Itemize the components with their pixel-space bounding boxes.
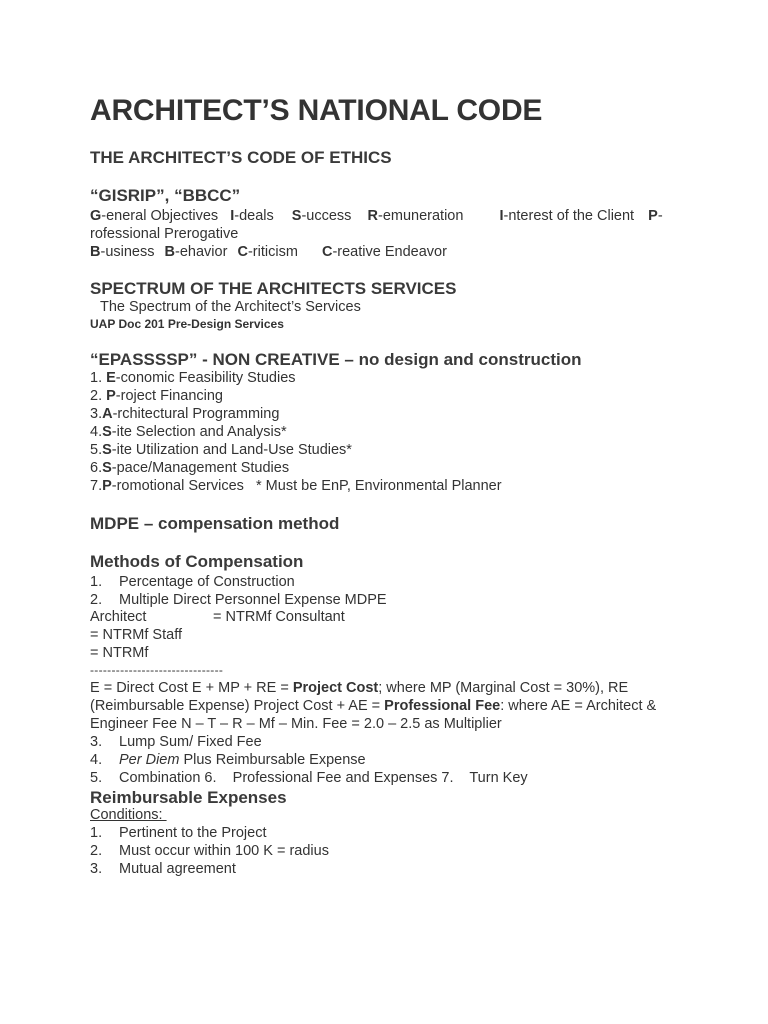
ntrmf-line: = NTRMf xyxy=(90,645,149,661)
compensation-heading: Methods of Compensation xyxy=(90,552,304,571)
bbcc-term: C-riticism xyxy=(237,244,298,260)
gisrip-term: P- xyxy=(648,208,663,224)
list-item: 2. Must occur within 100 K = radius xyxy=(90,843,329,859)
spectrum-subheading: The Spectrum of the Architect’s Services xyxy=(100,299,361,315)
gisrip-term: R-emuneration xyxy=(367,208,464,224)
divider-line: ------------------------------- xyxy=(90,663,224,677)
epassssp-heading: “EPASSSSP” - NON CREATIVE – no design and construction xyxy=(90,350,582,369)
spectrum-heading: SPECTRUM OF THE ARCHITECTS SERVICES xyxy=(90,279,457,298)
list-item: 4. Per Diem Plus Reimbursable Expense xyxy=(90,752,366,768)
list-item: 3. Lump Sum/ Fixed Fee xyxy=(90,734,262,750)
list-item: 1. Pertinent to the Project xyxy=(90,825,267,841)
acronyms-heading: “GISRIP”, “BBCC” xyxy=(90,186,241,205)
list-item: 6.S-pace/Management Studies xyxy=(90,460,290,476)
gisrip-term: G-eneral Objectives xyxy=(90,208,219,224)
list-item: 2. P-roject Financing xyxy=(90,388,223,404)
list-item: 5.S-ite Utilization and Land-Use Studies* xyxy=(90,442,352,458)
list-item: 2. Multiple Direct Personnel Expense MDPE xyxy=(90,592,387,608)
list-item: 3. Mutual agreement xyxy=(90,861,236,877)
mdpe-heading: MDPE – compensation method xyxy=(90,514,340,533)
conditions-label: Conditions: xyxy=(90,807,167,823)
list-item: 1. E-conomic Feasibility Studies xyxy=(90,370,296,386)
staff-line: = NTRMf Staff xyxy=(90,627,182,643)
list-item: 3.A-rchitectural Programming xyxy=(90,406,280,422)
architect-value: = NTRMf Consultant xyxy=(213,609,345,625)
gisrip-term: I-nterest of the Client xyxy=(499,208,635,224)
bbcc-term: C-reative Endeavor xyxy=(321,244,447,260)
bbcc-term: B-usiness xyxy=(90,244,155,260)
list-item: 5. Combination 6. Professional Fee and Expenses 7. Turn Key xyxy=(90,770,528,786)
architect-label: Architect xyxy=(90,609,147,625)
uap-doc-label: UAP Doc 201 Pre-Design Services xyxy=(90,317,284,331)
ethics-heading: THE ARCHITECT’S CODE OF ETHICS xyxy=(90,148,392,167)
list-item: 7.P-romotional Services * Must be EnP, Environmental Planner xyxy=(90,478,502,494)
bbcc-term: B-ehavior xyxy=(164,244,228,260)
formula-paragraph: E = Direct Cost E + MP + RE = Project Cost; where MP (Marginal Cost = 30%), RE (Reimbursable Expense) Project Cost + AE = Professional Fee: where AE = Architect & Engineer Fee N – T – R – Mf – Min. Fee = 2.0 – 2.5 as Multiplier xyxy=(90,680,657,732)
reimbursable-heading: Reimbursable Expenses xyxy=(90,788,287,807)
page-title: ARCHITECT’S NATIONAL CODE xyxy=(90,94,543,127)
list-item: 1. Percentage of Construction xyxy=(90,574,295,590)
list-item: 4.S-ite Selection and Analysis* xyxy=(90,424,287,440)
gisrip-line-continued: rofessional Prerogative xyxy=(90,226,239,242)
gisrip-line xyxy=(90,207,663,225)
gisrip-term: S-uccess xyxy=(291,208,352,224)
gisrip-term: I-deals xyxy=(230,208,274,224)
bbcc-line xyxy=(90,243,447,261)
